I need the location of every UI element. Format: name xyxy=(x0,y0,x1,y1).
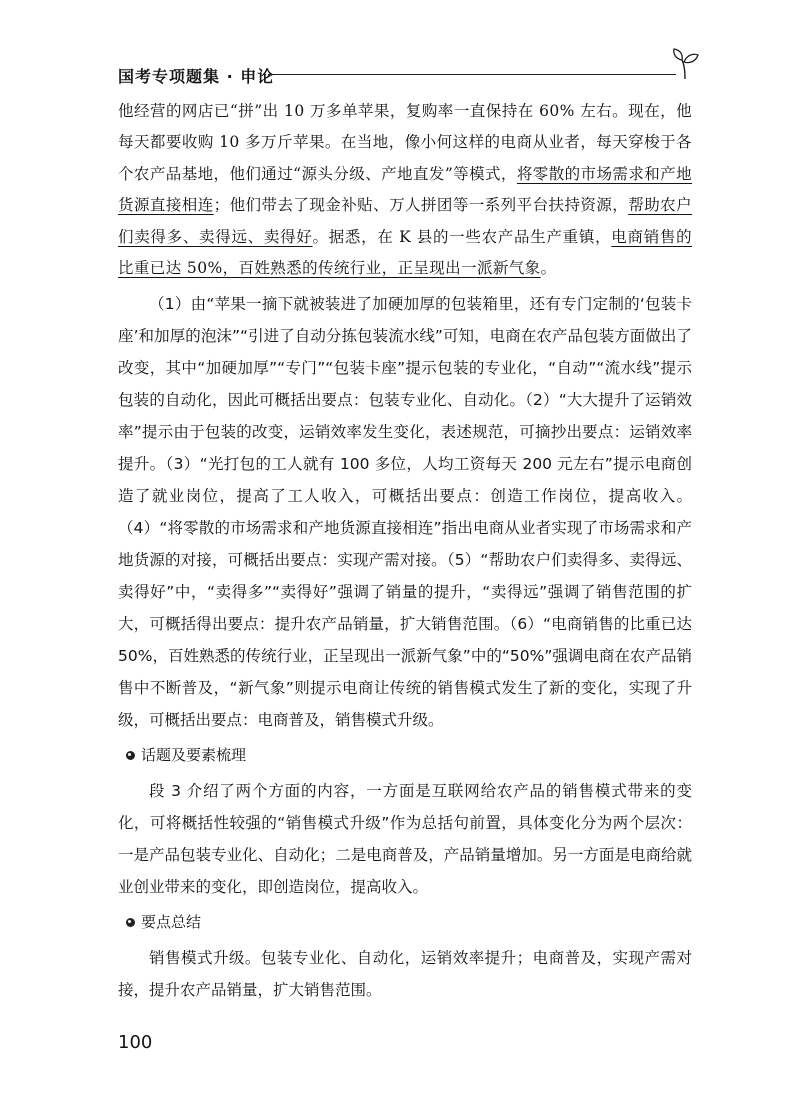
header-rule xyxy=(268,74,676,75)
underlined-phrase: 帮助农户们卖得多、卖得远、卖得好 xyxy=(118,196,692,246)
excerpt-text: 他经营的网店已“拼”出 10 万多单苹果，复购率一直保持在 60% 左右。现在，他每天都要收购 10 多万斤苹果。在当地，像小何这样的电商从业者，每天穿梭于各个农产品基地，他们通过“源头分级、产地直发”等模式， xyxy=(118,102,692,183)
page-header xyxy=(118,64,698,90)
excerpt-text: 。 xyxy=(540,259,557,278)
excerpt-text: ；他们带去了现金补贴、万人拼团等一系列平台扶持资源， xyxy=(213,196,629,215)
topic-heading xyxy=(126,740,692,771)
summary-heading-label: 要点总结 xyxy=(141,913,202,932)
summary-heading xyxy=(126,907,692,938)
underlined-phrase: 将零散的市场需求和产地货源直接相连 xyxy=(118,164,692,215)
scan-excerpt-paragraph xyxy=(118,96,692,284)
underlined-phrase: 电商销售的比重已达 50%，百姓熟悉的传统行业，正呈现出一派新气象 xyxy=(118,227,692,278)
analysis-paragraph: （1）由“苹果一摘下就被装进了加硬加厚的包装箱里，还有专门定制的‘包装卡座’和加厚的泡沫”“引进了自动分拣包装流水线”可知，电商在农产品包装方面做出了改变，其中“加硬加厚”“专门”“包装卡座”提示包装的专业化，“自动”“流水线”提示包装的自动化，因此可概括出要点：包装专业化、自动化。（2）“大大提升了运销效率”提示由于包装的改变，运销效率发生变化，表述规范，可摘抄出要点：运销效率提升。（3）“光打包的工人就有 100 多位，人均工资每天 200 元左右”提示电商创造了就业岗位，提高了工人收入，可概括出要点：创造工作岗位，提高收入。（4）“将零散的市场需求和产地货源直接相连”指出电商从业者实现了市场需求和产地货源的对接，可概括出要点：实现产需对接。（5）“帮助农户们卖得多、卖得远、卖得好”中，“卖得多”“卖得好”强调了销量的提升，“卖得远”强调了销售范围的扩大，可概括得出要点：提升农产品销量，扩大销售范围。（6）“电商销售的比重已达 50%，百姓熟悉的传统行业，正呈现出一派新气象”中的“50%”强调电商在农产品销售中不断普及，“新气象”则提示电商让传统的销售模式发生了新的变化，实现了升级，可概括出要点：电商普及，销售模式升级。 xyxy=(118,295,692,730)
bullet-icon xyxy=(126,918,135,927)
summary-paragraph: 销售模式升级。包装专业化、自动化，运销效率提升；电商普及，实现产需对接，提升农产品销量，扩大销售范围。 xyxy=(118,949,692,1000)
topic-heading-label: 话题及要素梳理 xyxy=(141,746,247,765)
excerpt-text: 。据悉，在 K 县的一些农产品生产重镇， xyxy=(312,227,612,246)
bullet-icon xyxy=(126,751,135,760)
header-title: 国考专项题集 · 申论 xyxy=(118,67,275,86)
page-content xyxy=(118,96,692,1006)
page-number: 100 xyxy=(118,1032,153,1053)
sprout-icon xyxy=(670,46,700,80)
topic-paragraph: 段 3 介绍了两个方面的内容，一方面是互联网给农产品的销售模式带来的变化，可将概括性较强的“销售模式升级”作为总括句前置，具体变化分为两个层次：一是产品包装专业化、自动化；二是电商普及，产品销量增加。另一方面是电商给就业创业带来的变化，即创造岗位，提高收入。 xyxy=(118,782,692,897)
